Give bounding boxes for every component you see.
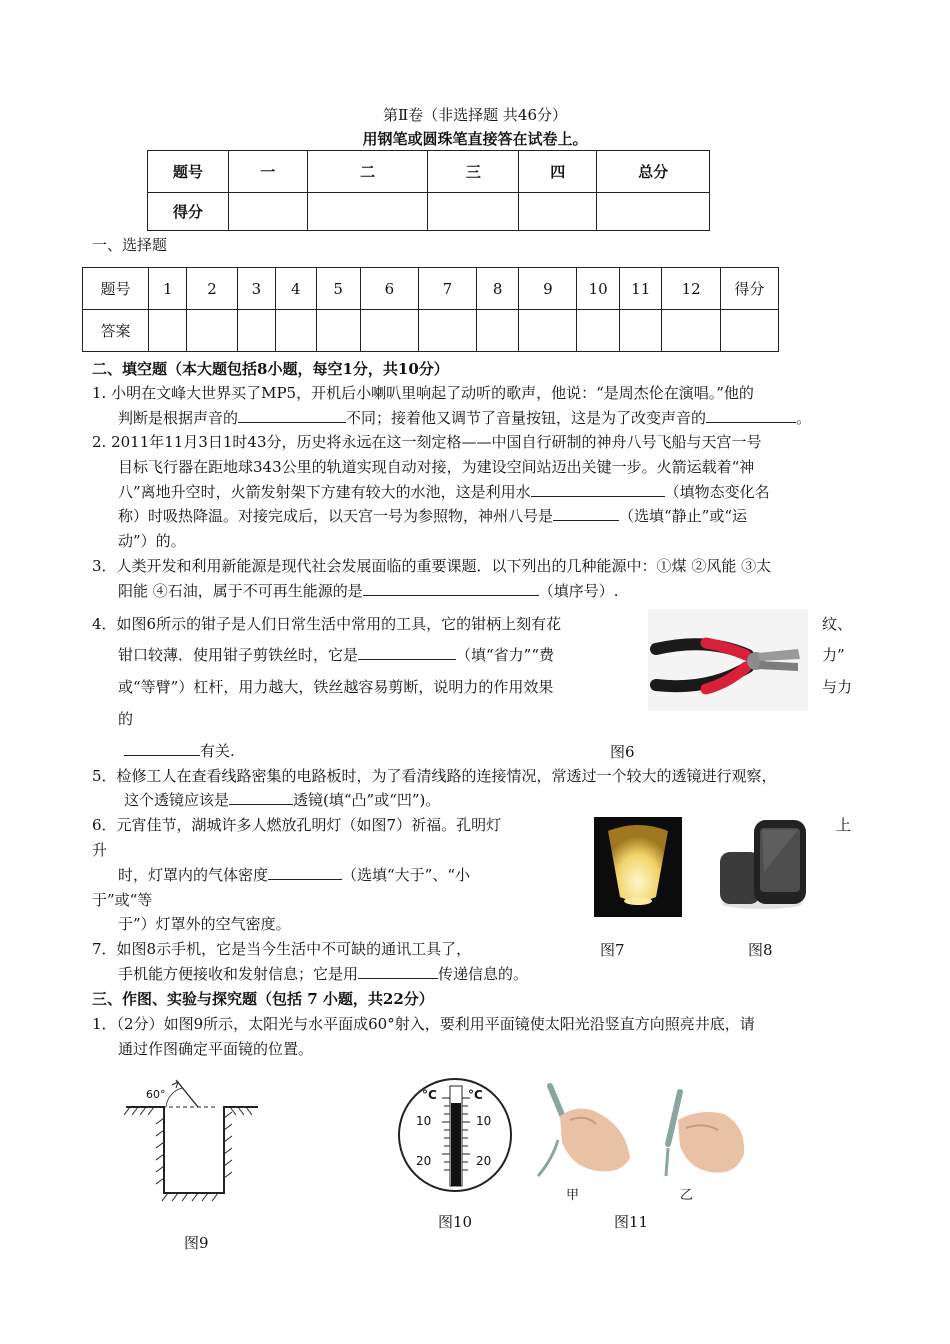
answer-cell[interactable]: [476, 310, 518, 352]
pliers-image: [648, 609, 808, 711]
q2-5-line2: [124, 787, 440, 813]
text: 这个透镜应该是: [124, 791, 230, 809]
sky-lantern-image: [594, 817, 682, 917]
q2-5-line1: 5．检修工人在查看线路密集的电路板时，为了看清线路的连接情况，常透过一个较大的透镜进行观察，: [92, 767, 777, 785]
answer-blank[interactable]: [238, 406, 346, 423]
text: 阳能 ④石油，属于不可再生能源的是: [118, 582, 363, 600]
test-pen-photo-b: [660, 1084, 748, 1180]
q2-4-line2-right: 力”: [822, 646, 845, 664]
answer-cell[interactable]: [316, 310, 360, 352]
q2-1-line2: [118, 405, 811, 431]
score-table: [147, 150, 710, 231]
text: 手机能方便接收和发射信息；它是用: [118, 965, 359, 983]
answer-blank[interactable]: [268, 863, 342, 880]
thermometer-tick-label: 20: [416, 1154, 432, 1168]
answer-cell[interactable]: [276, 310, 316, 352]
answer-blank[interactable]: [531, 480, 665, 497]
text: 钳口较薄．使用钳子剪铁丝时，它是: [118, 646, 359, 664]
answer-cell[interactable]: [360, 310, 418, 352]
q2-6-line3: [118, 862, 470, 888]
q2-1-line1: 1. 小明在文峰大世界买了MP5，开机后小喇叭里响起了动听的歌声，他说：“是周杰伦在演唱。”他的: [92, 384, 754, 402]
answer-blank[interactable]: [229, 788, 293, 805]
text: 传递信息的。: [438, 965, 529, 983]
choice-number: 10: [577, 268, 620, 310]
figure-6-caption: 图6: [610, 743, 635, 761]
q2-3-line2: [118, 578, 619, 604]
text: 八”离地升空时，火箭发射架下方建有较大的水池，这是利用水: [118, 483, 531, 501]
choice-number: 9: [519, 268, 577, 310]
q2-6-line5: 于”）灯罩外的空气密度。: [118, 915, 291, 933]
q2-6-line2: 升: [92, 841, 108, 859]
q2-7-line1: 7．如图8示手机，它是当今生活中不可缺的通讯工具了，: [92, 940, 472, 958]
q2-2-line3: [118, 479, 770, 505]
thermometer-unit-left: °C: [422, 1088, 437, 1102]
choice-number: 4: [276, 268, 316, 310]
paper-title: 第Ⅱ卷（非选择题 共46分）: [382, 106, 568, 124]
q2-4-line1-right: 纹、: [822, 615, 853, 633]
choice-number: 7: [418, 268, 476, 310]
section1-title: 一、选择题: [92, 236, 168, 254]
answer-blank[interactable]: [358, 962, 438, 979]
answer-cell[interactable]: [237, 310, 275, 352]
choice-number: 12: [662, 268, 720, 310]
choice-number: 1: [149, 268, 187, 310]
q2-4-line5: [124, 738, 235, 764]
score-header-cell: 三: [428, 151, 519, 193]
thermometer-unit-right: °C: [468, 1088, 483, 1102]
answer-cell[interactable]: [149, 310, 187, 352]
angle-label: 60°: [146, 1088, 166, 1101]
score-cell[interactable]: [428, 193, 519, 231]
text: 有关.: [200, 742, 235, 760]
score-header-cell: 题号: [148, 151, 229, 193]
q3-1-line1: 1．（2分）如图9所示，太阳光与水平面成60°射入，要利用平面镜使太阳光沿竖直方向照亮井底，请: [92, 1015, 755, 1033]
figure-11-label-b: 乙: [680, 1188, 694, 1203]
score-header-cell: 一: [228, 151, 307, 193]
figure-11-label-a: 甲: [566, 1188, 580, 1203]
answer-cell[interactable]: [519, 310, 577, 352]
thermometer-tick-label: 20: [476, 1154, 492, 1168]
choice-score-label: 得分: [720, 268, 778, 310]
choice-number: 5: [316, 268, 360, 310]
section3-title: 三、作图、实验与探究题（包括 7 小题，共22分）: [92, 990, 434, 1008]
score-header-cell: 二: [307, 151, 428, 193]
text: （填“省力”“费: [456, 646, 555, 664]
choice-answer-label: 答案: [83, 310, 149, 352]
score-cell[interactable]: [597, 193, 710, 231]
answer-blank[interactable]: [363, 579, 539, 596]
text: 称）时吸热降温。对接完成后，以天宫一号为参照物，神州八号是: [118, 507, 554, 525]
q3-1-line2: 通过作图确定平面镜的位置。: [118, 1040, 314, 1058]
q2-2-line5: 动”）的。: [118, 532, 186, 550]
text: 透镜(填“凸”或“凹”)。: [293, 791, 441, 809]
score-row-label: 得分: [148, 193, 229, 231]
q2-6-line4: 于”或“等: [92, 891, 153, 909]
section2-title: 二、填空题（本大题包括8小题，每空1分，共10分）: [92, 360, 449, 378]
figure-9-well-diagram: [112, 1076, 272, 1216]
q2-2-line4: [118, 503, 747, 529]
figure-9-caption: 图9: [184, 1234, 209, 1252]
q2-4-line3-right: 与力: [822, 678, 853, 696]
mobile-phone-image: [710, 812, 810, 912]
figure-8-caption: 图8: [748, 941, 773, 959]
score-cell[interactable]: [519, 193, 597, 231]
q2-2-line2: 目标飞行器在距地球343公里的轨道实现自动对接，为建设空间站迈出关键一步。火箭运载着“神: [118, 458, 755, 476]
text: 。: [796, 409, 812, 427]
thermometer-tick-label: 10: [476, 1114, 492, 1128]
q2-4-line3: 或“等臂”）杠杆，用力越大，铁丝越容易剪断，说明力的作用效果: [118, 678, 554, 696]
answer-cell[interactable]: [187, 310, 237, 352]
choice-number: 6: [360, 268, 418, 310]
choice-table: [82, 267, 779, 352]
answer-blank[interactable]: [706, 406, 796, 423]
score-cell[interactable]: [307, 193, 428, 231]
text: 判断是根据声音的: [118, 409, 239, 427]
answer-cell[interactable]: [418, 310, 476, 352]
answer-cell[interactable]: [662, 310, 720, 352]
text: 时，灯罩内的气体密度: [118, 866, 269, 884]
choice-number: 8: [476, 268, 518, 310]
choice-number: 11: [619, 268, 662, 310]
test-pen-photo-a: [530, 1080, 638, 1180]
figure-10-caption: 图10: [438, 1213, 473, 1231]
figure-7-caption: 图7: [600, 941, 625, 959]
answer-blank[interactable]: [124, 739, 200, 756]
text: （填序号）.: [538, 582, 619, 600]
q2-6-line1: 6．元宵佳节，湖城许多人燃放孔明灯（如图7）祈福。孔明灯: [92, 816, 502, 834]
q2-4-line2: [118, 642, 554, 668]
figure-11-caption: 图11: [614, 1213, 649, 1231]
paper-instruction: 用钢笔或圆珠笔直接答在试卷上。: [362, 130, 588, 148]
answer-cell[interactable]: [577, 310, 620, 352]
thermometer-tick-label: 10: [416, 1114, 432, 1128]
score-header-cell: 四: [519, 151, 597, 193]
text: （选填“大于”、“小: [342, 866, 471, 884]
q2-4-line1: 4．如图6所示的钳子是人们日常生活中常用的工具，它的钳柄上刻有花: [92, 615, 562, 633]
answer-cell[interactable]: [619, 310, 662, 352]
choice-header-label: 题号: [83, 268, 149, 310]
q2-3-line1: 3．人类开发和利用新能源是现代社会发展面临的重要课题．以下列出的几种能源中：①煤 ②风能 ③太: [92, 557, 772, 575]
choice-number: 2: [187, 268, 237, 310]
text: 不同；接着他又调节了音量按钮，这是为了改变声音的: [346, 409, 707, 427]
choice-number: 3: [237, 268, 275, 310]
figure-10-thermometer: [396, 1076, 514, 1194]
text: （填物态变化名: [664, 483, 770, 501]
q2-4-line4: 的: [118, 710, 134, 728]
score-header-cell: 总分: [597, 151, 710, 193]
answer-blank[interactable]: [358, 643, 456, 660]
answer-blank[interactable]: [553, 504, 619, 521]
q2-6-line1-right: 上: [836, 816, 852, 834]
text: （选填“静止”或“运: [619, 507, 748, 525]
answer-cell[interactable]: [720, 310, 778, 352]
q2-7-line2: [118, 961, 528, 987]
score-cell[interactable]: [228, 193, 307, 231]
q2-2-line1: 2. 2011年11月3日1时43分，历史将永远在这一刻定格——中国自行研制的神舟八号飞船与天宫一号: [92, 433, 762, 451]
